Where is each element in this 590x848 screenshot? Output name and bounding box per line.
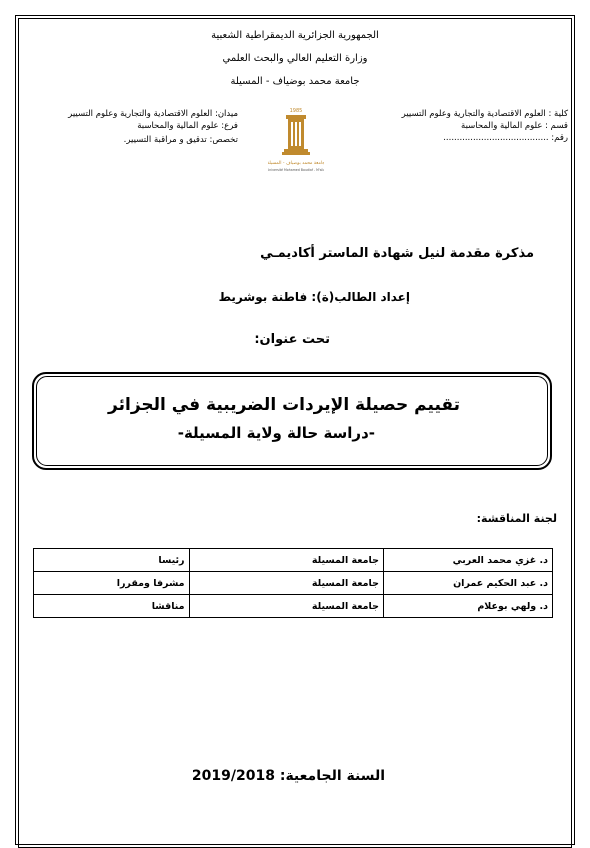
faculty-line: كلية : العلوم الاقتصادية والتجارية وعلوم التسيير [401,109,568,119]
academic-year: السنة الجامعية: 2019/2018 [191,768,385,784]
faculty-info [358,108,568,144]
department-line: قسم : علوم المالية والمحاسبة [461,121,568,131]
logo-name-fr: Université Mohamed Boudiaf - M'sila [268,168,324,172]
jury-name: د. عبد الحكيم عمران [383,572,552,595]
header-ministry: وزارة التعليم العالي والبحث العلمي [222,53,368,64]
under-title-label: تحت عنوان: [254,332,330,347]
header-republic: الجمهورية الجزائرية الديمقراطية الشعبية [211,30,379,41]
domain-line: ميدان: العلوم الاقتصادية والتجارية وعلوم التسيير [68,109,238,119]
thesis-title-line2: -دراسة حالة ولاية المسيلة- [177,424,375,442]
jury-university: جامعة المسيلة [189,595,383,618]
header-university: جامعة محمد بوضياف - المسيلة [230,76,360,87]
table-row [34,595,553,618]
university-logo [268,104,324,174]
table-row [34,572,553,595]
branch-line: فرع: علوم المالية والمحاسبة [137,121,238,131]
jury-university: جامعة المسيلة [189,549,383,572]
logo-year: 1985 [289,108,303,114]
domain-info [28,108,238,146]
author-line: إعداد الطالب(ة): فاطنة بوشريط [218,290,410,304]
logo-name-ar: جامعة محمد بوضياف - المسيلة [268,161,324,166]
table-row [34,549,553,572]
memoir-title: مذكرة مقدمة لنيل شهادة الماستر أكاديمـي [260,246,534,261]
university-emblem-icon [268,104,324,176]
jury-name: د. ولهي بوعلام [383,595,552,618]
jury-university: جامعة المسيلة [189,572,383,595]
jury-name: د. غزي محمد العربي [383,549,552,572]
thesis-title-line1: تقييم حصيلة الإيردات الضريبية في الجزائر [108,395,460,415]
thesis-title-box-inner [36,376,548,466]
jury-table [33,548,553,618]
specialty-line: تخصص: تدقيق و مراقبة التسيير. [123,135,238,145]
committee-label: لجنة المناقشة: [476,512,557,525]
jury-role: مشرفا ومقررا [34,572,190,595]
number-line: رقم: ....................................... [443,133,568,143]
jury-role: رئيسا [34,549,190,572]
jury-role: مناقشا [34,595,190,618]
